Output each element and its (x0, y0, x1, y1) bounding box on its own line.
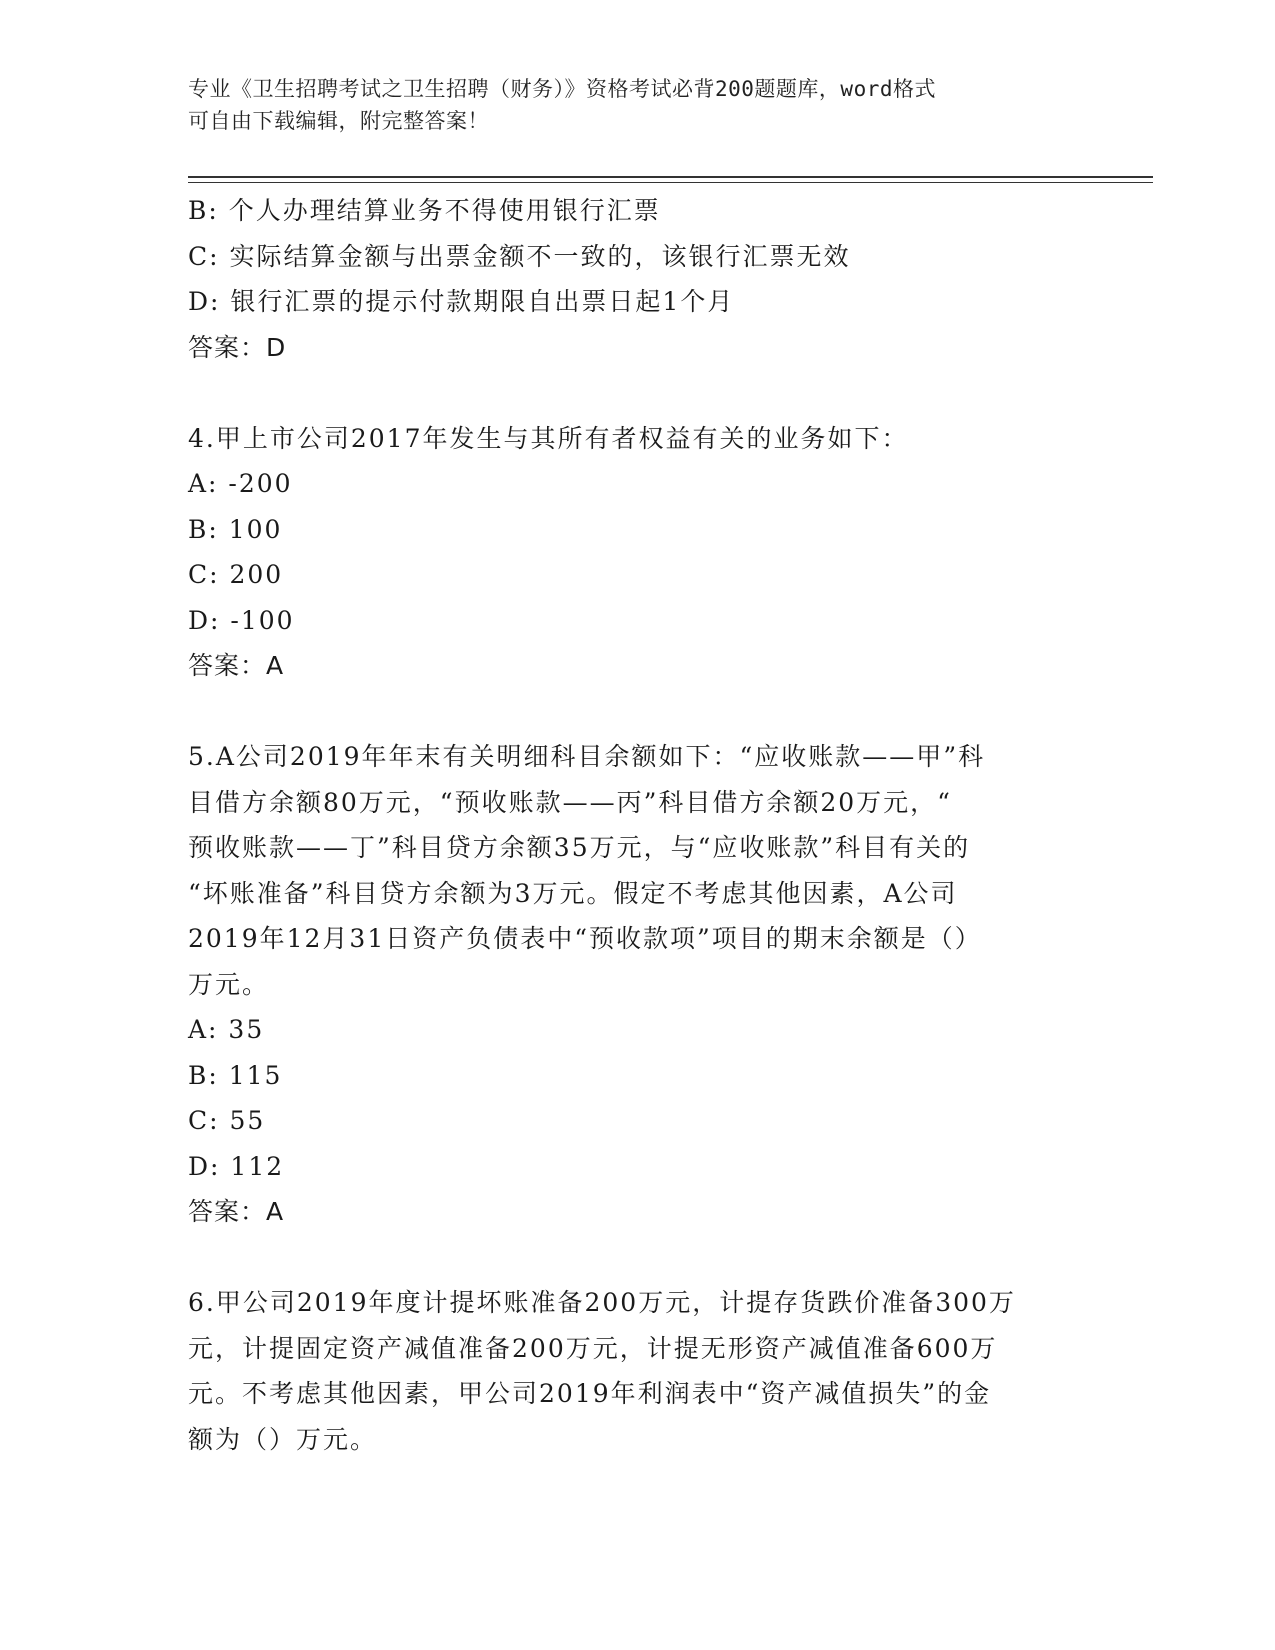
question-3-block (188, 188, 1088, 370)
q5-option-d: D: 112 (188, 1151, 285, 1181)
q5-question-line: 2019年12月31日资产负债表中“预收款项”项目的期末余额是（） (188, 924, 982, 953)
header-divider-thick (188, 176, 1153, 178)
header-title-line-1: 专业《卫生招聘考试之卫生招聘（财务）》资格考试必背200题题库，word格式 (188, 77, 936, 101)
q4-option-b: B: 100 (188, 514, 283, 544)
spacer (188, 689, 1088, 735)
q3-answer: 答案：D (188, 332, 287, 362)
question-content (188, 188, 1088, 1462)
q5-option-b: B: 115 (188, 1060, 283, 1090)
q6-question-line: 元，计提固定资产减值准备200万元，计提无形资产减值准备600万 (188, 1333, 998, 1363)
q5-answer: 答案：A (188, 1197, 285, 1226)
q3-option-b: B: 个人办理结算业务不得使用银行汇票 (188, 196, 661, 225)
q4-answer: 答案：A (188, 651, 285, 680)
question-4-block (188, 416, 1088, 689)
question-6-block (188, 1280, 1088, 1462)
q4-option-a: A: -200 (188, 469, 293, 498)
q3-option-c: C: 实际结算金额与出票金额不一致的，该银行汇票无效 (188, 241, 851, 271)
q5-option-a: A: 35 (188, 1015, 265, 1044)
q5-question-line: 目借方余额80万元，“预收账款——丙”科目借方余额20万元，“ (188, 787, 952, 817)
header-title-line-2: 可自由下载编辑，附完整答案！ (188, 109, 489, 133)
q6-question-line: 元。不考虑其他因素，甲公司2019年利润表中“资产减值损失”的金 (188, 1379, 992, 1408)
q6-question-line: 6.甲公司2019年度计提坏账准备200万元，计提存货跌价准备300万 (188, 1288, 1016, 1317)
q4-option-c: C: 200 (188, 560, 284, 589)
q5-question-line: “坏账准备”科目贷方余额为3万元。假定不考虑其他因素，A公司 (188, 878, 958, 908)
q4-option-d: D: -100 (188, 605, 295, 635)
q5-question-line: 万元。 (188, 969, 270, 999)
q3-option-d: D: 银行汇票的提示付款期限自出票日起1个月 (188, 287, 735, 316)
q6-question-line: 额为（）万元。 (188, 1424, 378, 1454)
q5-question-line: 预收账款——丁”科目贷方余额35万元，与“应收账款”科目有关的 (188, 833, 971, 862)
document-header (188, 73, 1068, 137)
spacer (188, 1235, 1088, 1281)
q5-question-line: 5.A公司2019年年末有关明细科目余额如下：“应收账款——甲”科 (188, 742, 986, 771)
header-divider-thin (188, 182, 1153, 183)
question-5-block (188, 734, 1088, 1235)
q5-option-c: C: 55 (188, 1106, 266, 1135)
spacer (188, 370, 1088, 416)
q4-question: 4.甲上市公司2017年发生与其所有者权益有关的业务如下： (188, 423, 909, 453)
